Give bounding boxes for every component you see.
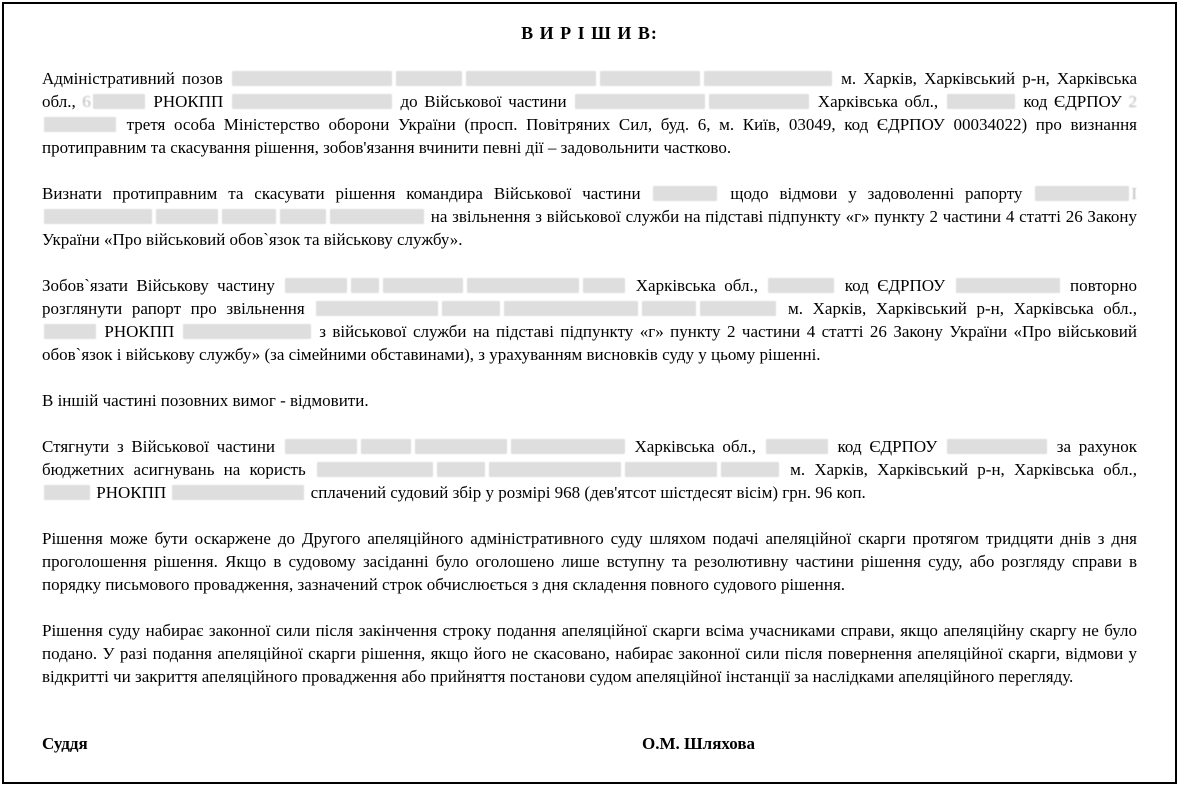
- redacted-text: [947, 439, 1047, 454]
- redacted-text: [361, 439, 411, 454]
- judge-name: О.М. Шляхова: [642, 734, 756, 753]
- text-run: Адміністративний позов: [42, 69, 230, 88]
- redacted-text: [330, 209, 424, 224]
- paragraph: [42, 182, 1137, 251]
- paragraph: [42, 619, 1137, 688]
- text-run: повторно розглянути рапорт про звільнення: [42, 276, 1137, 318]
- redacted-text: [44, 324, 96, 339]
- text-run: до Військової частини: [393, 92, 574, 111]
- redacted-text: [721, 462, 779, 477]
- text-run: В іншій частині позовних вимог - відмовити.: [42, 391, 369, 410]
- redacted-text: [642, 301, 696, 316]
- redacted-text: [93, 94, 145, 109]
- redacted-text: [466, 71, 596, 86]
- text-run: код ЄДРПОУ: [829, 437, 945, 456]
- paragraph: [42, 389, 1137, 412]
- text-run: третя особа Міністерство оборони України (просп. Повітряних Сил, буд. 6, м. Київ, 03049, код ЄДРПОУ 00034022) про визнання протиправним та скасування рішення, зобов'язання вчинити певні дії – задовольнити частково.: [42, 115, 1137, 157]
- text-run: м. Харків, Харківський р-н, Харківська обл.,: [780, 460, 1137, 479]
- redacted-text: [467, 278, 579, 293]
- paragraph: [42, 274, 1137, 366]
- redacted-text: [437, 462, 485, 477]
- redacted-text: [415, 439, 507, 454]
- redacted-text: [700, 301, 776, 316]
- faint-char: 2: [1128, 92, 1137, 111]
- text-run: код ЄДРПОУ: [1016, 92, 1129, 111]
- text-run: Харківська обл.,: [627, 276, 767, 295]
- text-run: м. Харків, Харківський р-н, Харківська обл.,: [42, 69, 1137, 111]
- text-run: на звільнення з військової служби на підставі підпункту «г» пункту 2 частини 4 статті 26 Закону України «Про військовий обов`язок та військову службу».: [42, 207, 1137, 249]
- redacted-text: [44, 209, 152, 224]
- redacted-text: [956, 278, 1060, 293]
- decision-content: [4, 4, 1175, 755]
- redacted-text: [44, 117, 116, 132]
- text-run: Зобов`язати Військову частину: [42, 276, 284, 295]
- redacted-text: [575, 94, 705, 109]
- redacted-text: [383, 278, 463, 293]
- paragraph: [42, 435, 1137, 504]
- redacted-text: [396, 71, 462, 86]
- court-decision-page: [2, 2, 1177, 784]
- text-run: Харківська обл.,: [811, 92, 945, 111]
- text-run: РНОКПП: [98, 322, 181, 341]
- text-run: Рішення може бути оскаржене до Другого апеляційного адміністративного суду шляхом подачі апеляційної скарги протягом тридцяти днів з дня проголошення рішення. Якщо в судовому засіданні було оголошено лише вступну та резолютивну частини рішення суду, або розгляду справи в порядку письмового провадження, зазначений строк обчислюється з дня складення повного судового рішення.: [42, 529, 1137, 594]
- redacted-text: [317, 462, 433, 477]
- text-run: сплачений судовий збір у розмірі 968 (дев'ятсот шістдесят вісім) грн. 96 коп.: [306, 483, 866, 502]
- text-run: Рішення суду набирає законної сили після закінчення строку подання апеляційної скарги всіма учасниками справи, якщо апеляційну скаргу не було подано. У разі подання апеляційної скарги рішення, якщо його не скасовано, набирає законної сили після повернення апеляційної скарги, відмови у відкритті чи закриття апеляційного провадження або прийняття постанови судом апеляційної інстанції за наслідками апеляційного перегляду.: [42, 621, 1137, 686]
- redacted-text: [653, 186, 717, 201]
- redacted-text: [583, 278, 625, 293]
- judge-role-label: Суддя: [42, 734, 88, 753]
- text-run: за рахунок бюджетних асигнувань на користь: [42, 437, 1137, 479]
- redacted-text: [768, 278, 834, 293]
- redacted-text: [600, 71, 700, 86]
- text-run: Визнати протиправним та скасувати рішення командира Військової частини: [42, 184, 652, 203]
- signature-block: [42, 732, 1137, 755]
- redacted-text: [222, 209, 276, 224]
- text-run: РНОКПП: [92, 483, 171, 502]
- text-run: код ЄДРПОУ: [836, 276, 954, 295]
- redacted-text: [704, 71, 832, 86]
- decision-title: В И Р І Ш И В:: [521, 23, 658, 43]
- text-run: щодо відмови у задоволенні рапорту: [719, 184, 1034, 203]
- paragraph: [42, 67, 1137, 159]
- redacted-text: [504, 301, 638, 316]
- redacted-text: [285, 278, 347, 293]
- redacted-text: [156, 209, 218, 224]
- paragraph: [42, 527, 1137, 596]
- faint-char: І: [1131, 184, 1138, 203]
- redacted-text: [232, 94, 392, 109]
- text-run: з військової служби на підставі підпункту «г» пункту 2 частини 4 статті 26 Закону України «Про військовий обов`язок і військову службу» (за сімейними обставинами), з урахуванням висновків суду у цьому рішенні.: [42, 322, 1137, 364]
- redacted-text: [172, 485, 304, 500]
- redacted-text: [625, 462, 717, 477]
- decision-paragraphs: [42, 67, 1137, 688]
- redacted-text: [947, 94, 1015, 109]
- redacted-text: [44, 485, 90, 500]
- text-run: Харківська обл.,: [626, 437, 764, 456]
- faint-char: 6: [82, 92, 91, 111]
- text-run: Стягнути з Військової частини: [42, 437, 283, 456]
- redacted-text: [709, 94, 809, 109]
- redacted-text: [489, 462, 621, 477]
- redacted-text: [183, 324, 311, 339]
- redacted-text: [232, 71, 392, 86]
- redacted-text: [280, 209, 326, 224]
- redacted-text: [351, 278, 379, 293]
- redacted-text: [285, 439, 357, 454]
- text-run: РНОКПП: [146, 92, 230, 111]
- redacted-text: [511, 439, 625, 454]
- redacted-text: [1035, 186, 1129, 201]
- redacted-text: [316, 301, 438, 316]
- redacted-text: [442, 301, 500, 316]
- text-run: м. Харків, Харківський р-н, Харківська обл.,: [778, 299, 1137, 318]
- redacted-text: [766, 439, 828, 454]
